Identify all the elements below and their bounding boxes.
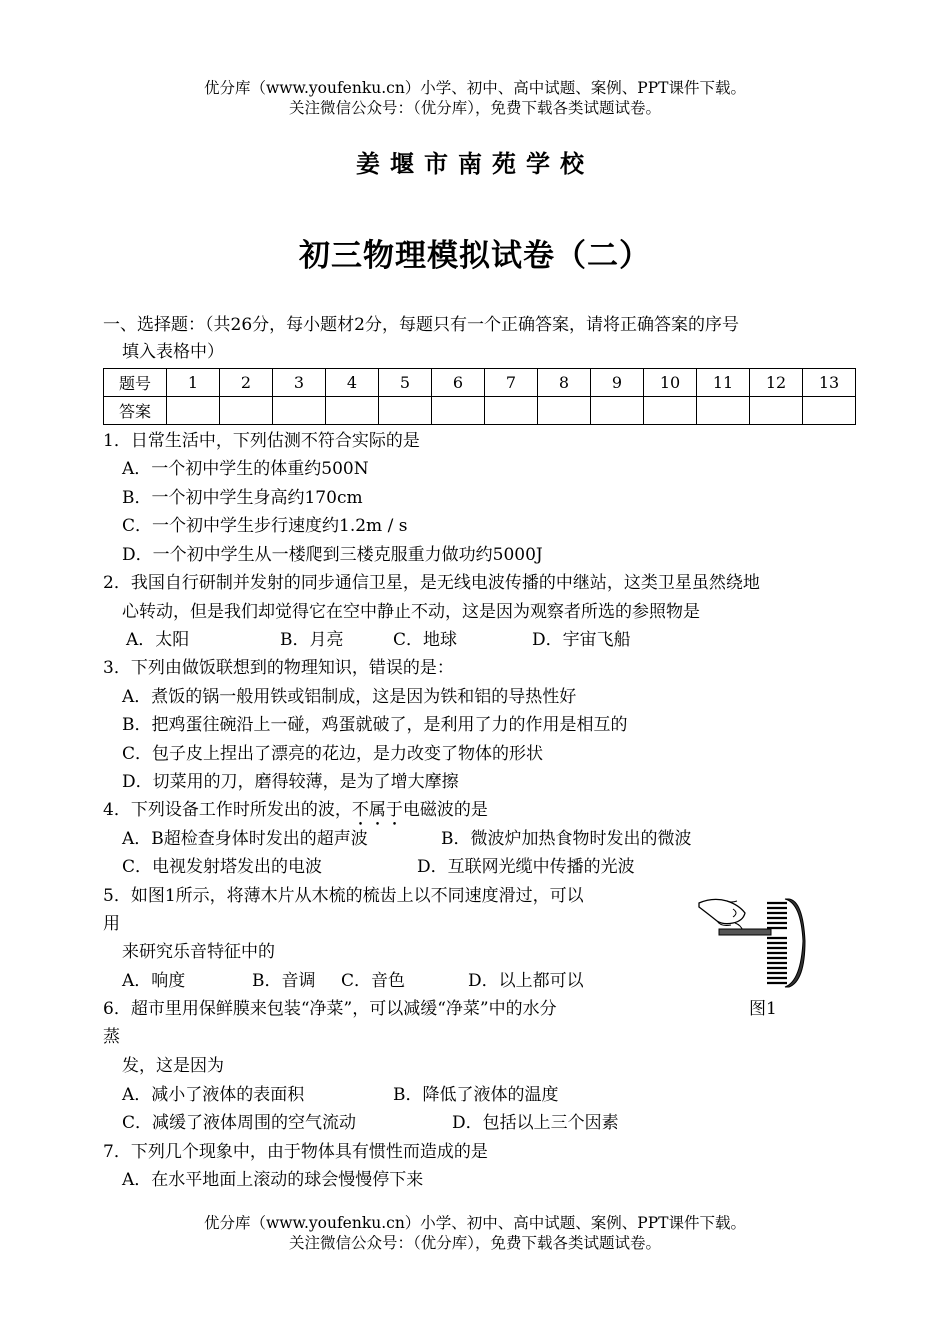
question-number-cell: 2	[220, 369, 273, 397]
question-2-stem-cont: 心转动，但是我们却觉得它在空中静止不动，这是因为观察者所选的参照物是	[122, 602, 700, 622]
section-heading-cont: 填入表格中）	[122, 342, 224, 362]
answer-cell[interactable]	[538, 397, 591, 425]
question-7-option-a: A．在水平地面上滚动的球会慢慢停下来	[122, 1170, 424, 1190]
question-number-cell: 7	[485, 369, 538, 397]
question-4-option-c: C．电视发射塔发出的电波	[122, 857, 323, 877]
table-row-answers	[104, 397, 856, 425]
answer-cell[interactable]	[697, 397, 750, 425]
answer-cell[interactable]	[167, 397, 220, 425]
hand-icon	[699, 899, 745, 931]
header-line-1: 优分库（www.youfenku.cn）小学、初中、高中试题、案例、PPT课件下载。	[203, 79, 747, 97]
question-2-option-a: A．太阳	[126, 630, 190, 650]
row-label-answer: 答案	[104, 397, 167, 425]
footer-line-1: 优分库（www.youfenku.cn）小学、初中、高中试题、案例、PPT课件下载。	[203, 1214, 747, 1232]
question-2-stem: 2．我国自行研制并发射的同步通信卫星，是无线电波传播的中继站，这类卫星虽然绕地	[103, 573, 760, 593]
answer-cell[interactable]	[485, 397, 538, 425]
school-name: 姜堰市南苑学校	[356, 149, 594, 178]
comb-spine	[785, 899, 805, 987]
question-number-cell: 9	[591, 369, 644, 397]
question-5-option-a: A．响度	[122, 971, 186, 991]
answer-cell[interactable]	[326, 397, 379, 425]
answer-cell[interactable]	[750, 397, 803, 425]
answer-cell[interactable]	[220, 397, 273, 425]
question-number-cell: 4	[326, 369, 379, 397]
question-5-option-d: D．以上都可以	[468, 971, 584, 991]
question-1-stem: 1．日常生活中，下列估测不符合实际的是	[103, 431, 420, 451]
question-1-option-c: C．一个初中学生步行速度约1.2m / s	[122, 516, 408, 536]
answer-cell[interactable]	[379, 397, 432, 425]
question-4-stem-emphasis: 不属于	[351, 800, 403, 820]
question-number-cell: 8	[538, 369, 591, 397]
answer-cell[interactable]	[803, 397, 856, 425]
question-5-option-b: B．音调	[252, 971, 316, 991]
question-number-cell: 1	[167, 369, 220, 397]
question-3-option-d: D．切菜用的刀，磨得较薄，是为了增大摩擦	[122, 772, 459, 792]
question-4-stem	[103, 798, 488, 830]
page-title: 初三物理模拟试卷（二）	[299, 238, 651, 274]
question-6-option-c: C．减缓了液体周围的空气流动	[122, 1113, 357, 1133]
question-2-option-c: C．地球	[393, 630, 458, 650]
question-number-cell: 5	[379, 369, 432, 397]
question-3-option-b: B．把鸡蛋往碗沿上一碰，鸡蛋就破了，是利用了力的作用是相互的	[122, 715, 628, 735]
question-6-option-d: D．包括以上三个因素	[452, 1113, 619, 1133]
question-4-stem-post: 电磁波的是	[402, 800, 488, 820]
question-4-stem-pre: 4．下列设备工作时所发出的波，	[103, 800, 352, 820]
answer-cell[interactable]	[273, 397, 326, 425]
answer-cell[interactable]	[432, 397, 485, 425]
question-number-cell: 10	[644, 369, 697, 397]
answer-cell[interactable]	[644, 397, 697, 425]
question-number-cell: 12	[750, 369, 803, 397]
comb-teeth	[767, 903, 787, 983]
question-number-cell: 11	[697, 369, 750, 397]
question-2-option-b: B．月亮	[280, 630, 344, 650]
question-4-option-b: B．微波炉加热食物时发出的微波	[441, 829, 692, 849]
figure-1-comb-illustration	[697, 895, 807, 990]
question-6-stem: 6．超市里用保鲜膜来包装“净菜”，可以减缓“净菜”中的水分	[103, 999, 557, 1019]
header-line-2: 关注微信公众号：（优分库），免费下载各类试题试卷。	[288, 99, 661, 117]
question-5-stem: 5．如图1所示，将薄木片从木梳的梳齿上以不同速度滑过，可以	[103, 886, 584, 906]
question-number-cell: 3	[273, 369, 326, 397]
wood-chip	[719, 929, 771, 935]
footer-line-2: 关注微信公众号：（优分库），免费下载各类试题试卷。	[288, 1234, 661, 1252]
section-heading: 一、选择题：（共26分，每小题材2分，每题只有一个正确答案，请将正确答案的序号	[103, 315, 739, 335]
row-label-number: 题号	[104, 369, 167, 397]
question-3-option-a: A．煮饭的锅一般用铁或铝制成，这是因为铁和铝的导热性好	[122, 687, 577, 707]
answer-table	[103, 368, 856, 425]
question-1-option-b: B．一个初中学生身高约170cm	[122, 488, 363, 508]
question-6-option-a: A．减小了液体的表面积	[122, 1085, 305, 1105]
question-5-option-c: C．音色	[341, 971, 406, 991]
question-6-option-b: B．降低了液体的温度	[393, 1085, 559, 1105]
question-1-option-a: A．一个初中学生的体重约500N	[122, 459, 369, 479]
question-number-cell: 6	[432, 369, 485, 397]
question-4-option-a: A．B超检查身体时发出的超声波	[122, 829, 368, 849]
question-5-stem-cont: 来研究乐音特征中的	[122, 942, 275, 962]
figure-1-caption: 图1	[749, 999, 777, 1019]
table-row-numbers	[104, 369, 856, 397]
question-7-stem: 7．下列几个现象中，由于物体具有惯性而造成的是	[103, 1142, 488, 1162]
question-6-stem-wrap: 蒸	[103, 1027, 120, 1047]
question-3-option-c: C．包子皮上捏出了漂亮的花边，是力改变了物体的形状	[122, 744, 544, 764]
question-5-stem-wrap: 用	[103, 914, 120, 934]
question-4-option-d: D．互联网光缆中传播的光波	[417, 857, 635, 877]
answer-cell[interactable]	[591, 397, 644, 425]
question-3-stem: 3．下列由做饭联想到的物理知识，错误的是：	[103, 658, 454, 678]
question-2-option-d: D．宇宙飞船	[532, 630, 631, 650]
question-1-option-d: D．一个初中学生从一楼爬到三楼克服重力做功约5000J	[122, 545, 543, 565]
question-6-stem-cont: 发，这是因为	[122, 1056, 224, 1076]
question-number-cell: 13	[803, 369, 856, 397]
